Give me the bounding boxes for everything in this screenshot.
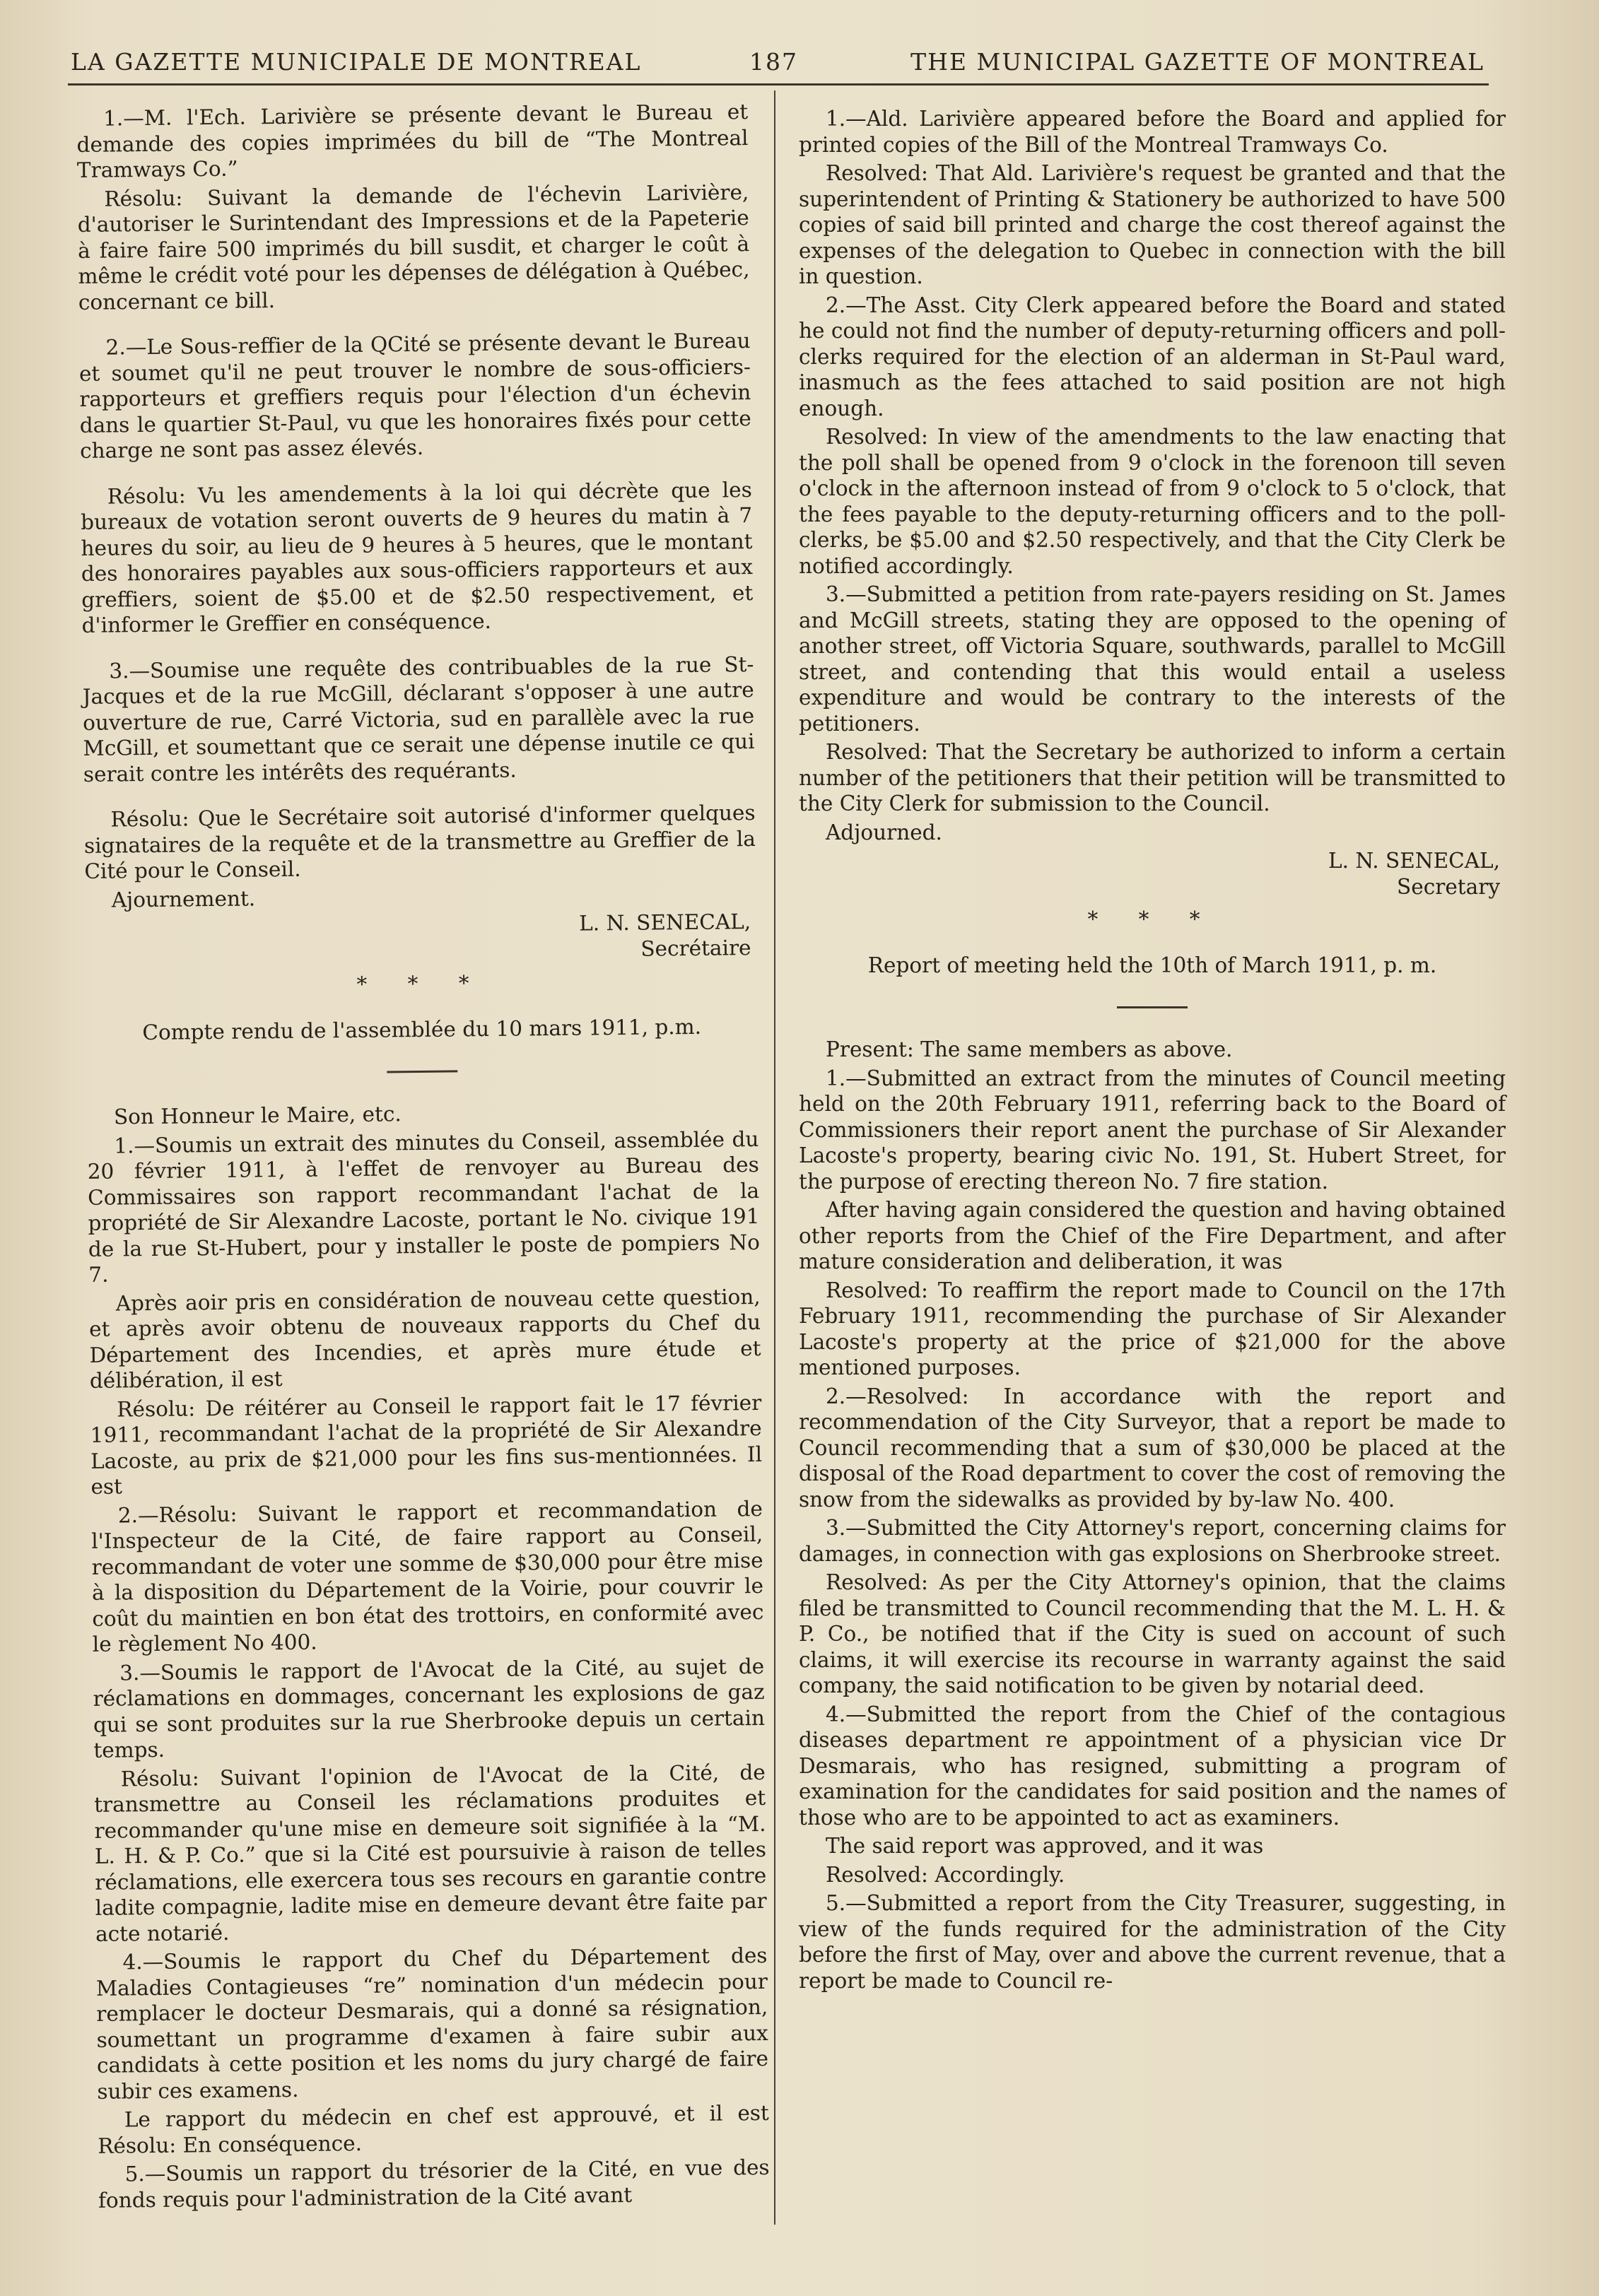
signature-title: Secretary	[1397, 874, 1500, 899]
signature-title: Secrétaire	[640, 935, 751, 961]
short-rule	[1117, 1006, 1188, 1008]
header-rule	[68, 83, 1489, 86]
paragraph: Le rapport du médecin en chef est approuvé, et il est Résolu: En conséquence.	[98, 2100, 769, 2158]
paragraph: The said report was approved, and it was	[826, 1834, 1264, 1858]
english-column	[799, 106, 1506, 1996]
paragraph: Resolved: That Ald. Larivière's request be granted and that the superintendent of Printing & Stationery be authorized to have 500 copies of said bill printed and charge the cost thereof against the expenses of the delegation to Quebec in connection with the bill in question.	[799, 161, 1506, 288]
signature-name: L. N. SENECAL,	[579, 909, 751, 936]
paragraph: 2.—The Asst. City Clerk appeared before the Board and stated he could not find the number of deputy-returning officers and poll-clerks required for the election of an alderman in St-Paul ward, inasmuch as the fees attached to said position are not high enough.	[799, 293, 1506, 420]
paragraph: Present: The same members as above.	[826, 1037, 1233, 1061]
report-title: Compte rendu de l'assemblée du 10 mars 1911, p.m.	[142, 1014, 702, 1044]
paragraph: 1.—M. l'Ech. Larivière se présente devant le Bureau et demande des copies imprimées du bill de “The Montreal Tramways Co.”	[76, 100, 749, 182]
paragraph: 1.—Submitted an extract from the minutes of Council meeting held on the 20th February 1911, referring back to the Board of Commissioners their report anent the purchase of Sir Alexander Lacoste's property, bearing civic No. 191, St. Hubert Street, for the purpose of erecting thereon No. 7 fire station.	[799, 1066, 1506, 1194]
paragraph: 3.—Soumis le rapport de l'Avocat de la Cité, au sujet de réclamations en dommages, concernant les explosions de gaz qui se sont produites sur la rue Sherbrooke depuis un certain temps.	[93, 1654, 766, 1762]
paragraph: 5.—Soumis un rapport du trésorier de la Cité, en vue des fonds requis pour l'administration de la Cité avant	[98, 2155, 770, 2213]
page-number: 187	[749, 48, 798, 76]
paragraph: Resolved: In view of the amendments to the law enacting that the poll shall be opened from 9 o'clock in the forenoon till seven o'clock in the afternoon instead of from 9 o'clock to 5 o'clock, that the fees payable to the deputy-returning officers and to the poll-clerks, be $5.00 and $2.50 respectively, and that the City Clerk be notified accordingly.	[799, 425, 1506, 578]
paragraph: Son Honneur le Maire, etc.	[113, 1102, 402, 1129]
signature-name: L. N. SENECAL,	[1328, 849, 1500, 873]
paragraph: Résolu: Vu les amendements à la loi qui décrète que les bureaux de votation seront ouverts de 9 heures du matin à 7 heures du soir, au lieu de 9 heures à 5 heures, que le montant des honoraires payables aux sous-officiers rapporteurs et aux greffiers, soient de $5.00 et de $2.50 respectivement, et d'informer le Greffier en conséquence.	[80, 477, 754, 637]
paragraph: 1.—Ald. Larivière appeared before the Board and applied for printed copies of the Bill of the Montreal Tramways Co.	[799, 107, 1506, 157]
paragraph: Resolved: That the Secretary be authorized to inform a certain number of the petitioners that their petition will be transmitted to the City Clerk for submission to the Council.	[799, 740, 1506, 816]
paragraph: 1.—Soumis un extrait des minutes du Conseil, assemblée du 20 février 1911, à l'effet de renvoyer au Bureau des Commissaires son rapport recommandant l'achat de la propriété de Sir Alexandre Lacoste, portant le No. civique 191 de la rue St-Hubert, pour y installer le poste de pompiers No 7.	[87, 1126, 761, 1287]
paragraph: 5.—Submitted a report from the City Treasurer, suggesting, in view of the funds required for the administration of the City before the first of May, over and above the current revenue, that a report be made to Council re-	[799, 1891, 1506, 1993]
adjournment: Adjourned.	[826, 820, 942, 844]
paragraph: Resolved: As per the City Attorney's opinion, that the claims filed be transmitted to Council recommending that the M. L. H. & P. Co., be notified that if the City is sued on account of such claims, it will exercise its recourse in warranty against the said company, the said notification to be given by notarial deed.	[799, 1570, 1506, 1697]
header-title-english: THE MUNICIPAL GAZETTE OF MONTREAL	[910, 48, 1484, 76]
paragraph: Resolved: Accordingly.	[826, 1862, 1065, 1887]
paragraph: 2.—Le Sous-reffier de la QCité se présente devant le Bureau et soumet qu'il ne peut trouver le nombre de sous-officiers-rapporteurs et greffiers requis pour l'élection d'un échevin dans le quartier St-Paul, vu que les honoraires fixés pour cette charge ne sont pas assez élevés.	[78, 329, 751, 463]
paragraph: 2.—Resolved: In accordance with the report and recommendation of the City Surveyor, that a report be made to Council recommending that a sum of $30,000 be placed at the disposal of the Road department to cover the cost of removing the snow from the sidewalks as provided by by-law No. 400.	[799, 1384, 1506, 1512]
paragraph: 4.—Submitted the report from the Chief of the contagious diseases department re appointment of a physician vice Dr Desmarais, who has resigned, submitting a program of examination for the candidates for said position and the names of those who are to be appointed to act as examiners.	[799, 1702, 1506, 1830]
paragraph: Résolu: Suivant la demande de l'échevin Larivière, d'autoriser le Surintendant des Impressions et de la Papeterie à faire faire 500 imprimés du bill susdit, et charger le coût à même le crédit voté pour les dépenses de délégation à Québec, concernant ce bill.	[77, 179, 750, 314]
header-title-french: LA GAZETTE MUNICIPALE DE MONTREAL	[71, 48, 642, 76]
section-stars: * * *	[1087, 907, 1217, 931]
adjournment: Ajournement.	[111, 885, 256, 912]
paragraph: Resolved: To reaffirm the report made to Council on the 17th February 1911, recommending the purchase of Sir Alexander Lacoste's property at the price of $21,000 for the above mentioned purposes.	[799, 1278, 1506, 1379]
paragraph: Résolu: De réitérer au Conseil le rapport fait le 17 février 1911, recommandant l'achat de la propriété de Sir Alexandre Lacoste, au prix de $21,000 pour les fins sus-mentionnées. Il est	[90, 1390, 763, 1499]
paragraph: Après aoir pris en considération de nouveau cette question, et après avoir obtenu de nouveaux rapports du Chef du Département des Incendies, et après mure étude et délibération, il est	[88, 1284, 761, 1393]
paragraph: Résolu: Suivant l'opinion de l'Avocat de la Cité, de transmettre au Conseil les réclamations produites et recommander qu'une mise en demeure soit signifiée à la “M. L. H. & P. Co.” que si la Cité est poursuivie à raison de telles réclamations, elle exercera tous ses recours en garantie contre ladite compagnie, ladite mise en demeure devant être faite par acte notarié.	[93, 1760, 767, 1946]
paragraph: 4.—Soumis le rapport du Chef du Département des Maladies Contagieuses “re” nomination d'un médecin pour remplacer le docteur Desmarais, qui a donné sa résignation, soumettant un programme d'examen à faire subir aux candidats à cette position et les noms du jury chargé de faire subir ces examens.	[95, 1943, 769, 2104]
paragraph: Résolu: Que le Secrétaire soit autorisé d'informer quelques signataires de la requête et de la transmettre au Greffier de la Cité pour le Conseil.	[83, 800, 756, 883]
paragraph: 3.—Submitted a petition from rate-payers residing on St. James and McGill streets, stating they are opposed to the opening of another street, off Victoria Square, southwards, parallel to McGill street, and contending that this would entail a useless expenditure and would be contrary to the interests of the petitioners.	[799, 582, 1506, 736]
paragraph: 3.—Submitted the City Attorney's report, concerning claims for damages, in connection with gas explosions on Sherbrooke street.	[799, 1516, 1506, 1566]
short-rule	[387, 1070, 457, 1073]
column-divider	[774, 90, 775, 2225]
paragraph: 3.—Soumise une requête des contribuables de la rue St-Jacques et de la rue McGill, déclarant s'opposer à une autre ouverture de rue, Carré Victoria, sud en parallèle avec la rue McGill, et soumettant que ce serait une dépense inutile ce qui serait contre les intérêts des requérants.	[82, 652, 755, 787]
report-title: Report of meeting held the 10th of March 1911, p. m.	[867, 953, 1437, 977]
section-stars: * * *	[356, 971, 486, 996]
french-column	[76, 99, 770, 2216]
paragraph: After having again considered the question and having obtained other reports from the Chief of the Fire Department, and after mature consideration and deliberation, it was	[799, 1198, 1506, 1273]
paragraph: 2.—Résolu: Suivant le rapport et recommandation de l'Inspecteur de la Cité, de faire rapport au Conseil, recommandant de voter une somme de $30,000 pour être mise à la disposition du Département de la Voirie, pour couvrir le coût du maintien en bon état des trottoirs, en conformité avec le règlement No 400.	[91, 1496, 764, 1656]
